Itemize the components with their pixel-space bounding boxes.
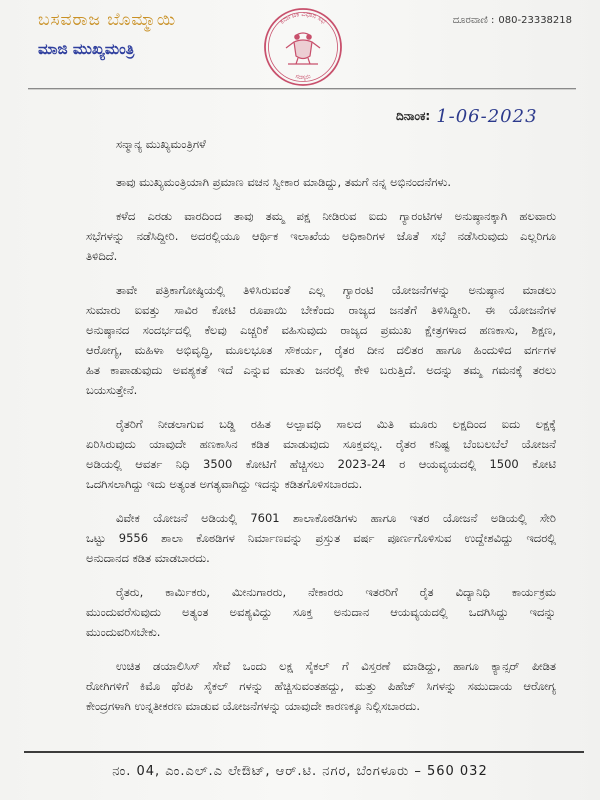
body-line: ಮುಂದುವರೆಸುವುದು ಅತ್ಯಂತ ಅವಶ್ಯವಿದ್ದು ಸೂಕ್ತ ಅನುದಾನ ಆಯವ್ಯಯದಲ್ಲಿ ಒದಗಿಸಿದ್ದು ಇದನ್ನು bbox=[86, 605, 556, 619]
body-line: ಕಳೆದ ಎರಡು ವಾರದಿಂದ ತಾವು ತಮ್ಮ ಪಕ್ಷ ನೀಡಿರುವ ಐದು ಗ್ಯಾರಂಟಿಗಳ ಅನುಷ್ಠಾನಕ್ಕಾಗಿ ಹಲವಾರು bbox=[116, 209, 556, 223]
salutation: ಸನ್ಮಾನ್ಯ ಮುಖ್ಯಮಂತ್ರಿಗಳೆ bbox=[116, 137, 206, 151]
body-line: ವಿವೇಕ ಯೋಜನೆ ಅಡಿಯಲ್ಲಿ 7601 ಶಾಲಾಕೊಠಡಿಗಳು ಹಾಗೂ ಇತರ ಯೋಜನೆ ಅಡಿಯಲ್ಲಿ ಸೇರಿ bbox=[116, 511, 556, 525]
body-line: ಒಟ್ಟು 9556 ಶಾಲಾ ಕೊಠಡಿಗಳ ನಿರ್ಮಾಣವನ್ನು ಪ್ರಸ್ತುತ ವರ್ಷ ಪೂರ್ಣಗೊಳಿಸುವ ಉದ್ದೇಶವಿದ್ದು ಇದರಲ್ಲಿ bbox=[86, 531, 556, 545]
body-line: ತಾವು ಮುಖ್ಯಮಂತ್ರಿಯಾಗಿ ಪ್ರಮಾಣ ವಚನ ಸ್ವೀಕಾರ ಮಾಡಿದ್ದು, ತಮಗೆ ನನ್ನ ಅಭಿನಂದನೆಗಳು. bbox=[116, 175, 451, 189]
body-line: ಅನುಷ್ಠಾನದ ಸಂದರ್ಭದಲ್ಲಿ ಕೆಲವು ಎಚ್ಚರಿಕೆ ವಹಿಸುವುದು ರಾಜ್ಯದ ಪ್ರಮುಖ ಕ್ಷೇತ್ರಗಳಾದ ಹಣಕಾಸು, ಶಿಕ್ಷಣ, bbox=[86, 323, 556, 337]
phone-number: 080-23338218 bbox=[498, 15, 572, 26]
phone-label: ದೂರವಾಣಿ : bbox=[452, 15, 495, 26]
body-line: ಸಭೆಗಳನ್ನು ನಡೆಸಿದ್ದೀರಿ. ಅದರಲ್ಲಿಯೂ ಆರ್ಥಿಕ ಇಲಾಖೆಯ ಅಧಿಕಾರಿಗಳ ಜೊತೆ ಸಭೆ ನಡೆಸಿರುವುದು ಎಲ್ಲರಿಗೂ bbox=[86, 229, 556, 243]
body-paragraph bbox=[86, 508, 556, 568]
body-line: ಅಡಿಯಲ್ಲಿ ಆವರ್ತ ನಿಧಿ 3500 ಕೋಟಿಗೆ ಹೆಚ್ಚಿಸಲು 2023-24 ರ ಆಯವ್ಯಯದಲ್ಲಿ 1500 ಕೋಟಿ bbox=[86, 457, 556, 471]
body-line: ರೋಗಿಗಳಿಗೆ ಕಿಮೊ ಥೆರಪಿ ಸೈಕಲ್ ಗಳನ್ನು ಹೆಚ್ಚಿಸುವಂತಹದ್ದು, ಮತ್ತು ಪಿಹೆಚ್ ಸಿಗಳನ್ನು ಸಮುದಾಯ ಆರೋಗ್ಯ bbox=[86, 679, 556, 693]
body-line: ಸುಮಾರು ಐವತ್ತು ಸಾವಿರ ಕೋಟಿ ರೂಪಾಯಿ ಬೇಕೆಂದು ರಾಜ್ಯದ ಜನತೆಗೆ ತಿಳಿಸಿದ್ದೀರಿ. ಈ ಯೋಜನೆಗಳ bbox=[86, 303, 556, 317]
handwritten-date: 1-06-2023 bbox=[436, 106, 538, 127]
body-paragraph bbox=[86, 414, 556, 494]
letter-body bbox=[86, 134, 556, 716]
body-paragraph bbox=[86, 656, 556, 716]
seal-graphic bbox=[262, 6, 344, 88]
body-line: ಅನುದಾನದ ಕಡಿತ ಮಾಡಬಾರದು. bbox=[86, 551, 210, 565]
body-line: ಹಿತ ಕಾಪಾಡುವುದು ಅವಶ್ಯಕತೆ ಇದೆ ಎನ್ನುವ ಮಾತು ಜನರಲ್ಲಿ ಕೇಳಿ ಬರುತ್ತಿದೆ. ಅದನ್ನು ತಮ್ಮ ಗಮನಕ್ಕೆ ತರಲು bbox=[86, 363, 556, 377]
body-line: ಮುಂದುವರಿಸಬೇಕು. bbox=[86, 625, 161, 639]
body-line: ಏರಿಸಿರುವುದು ಯಾವುದೇ ಹಣಕಾಸಿನ ಕಡಿತ ಮಾಡುವುದು ಸೂಕ್ತವಲ್ಲ. ರೈತರ ಕನಿಷ್ಟ ಬೆಂಬಲಬೆಲೆ ಯೋಜನೆ bbox=[86, 437, 556, 451]
date-label: ದಿನಾಂಕ: bbox=[396, 109, 431, 123]
body-paragraph bbox=[86, 172, 556, 192]
body-line: ಆರೋಗ್ಯ, ಮಹಿಳಾ ಅಭಿವೃದ್ಧಿ, ಮೂಲಭೂತ ಸೌಕರ್ಯ, ರೈತರ ದೀನ ದಲಿತರ ಹಾಗೂ ಹಿಂದುಳಿದ ವರ್ಗಗಳ bbox=[86, 343, 556, 357]
body-paragraph bbox=[86, 206, 556, 266]
svg-text:ಸದಸ್ಯರು bbox=[295, 73, 312, 82]
letterhead-designation: ಮಾಜಿ ಮುಖ್ಯಮಂತ್ರಿ bbox=[38, 40, 135, 58]
body-line: ತಾವೇ ಪತ್ರಿಕಾಗೋಷ್ಠಿಯಲ್ಲಿ ತಿಳಿಸಿರುವಂತೆ ಎಲ್ಲ ಗ್ಯಾರಂಟಿ ಯೋಜನೆಗಳನ್ನು ಅನುಷ್ಠಾನ ಮಾಡಲು bbox=[116, 283, 556, 297]
date-row bbox=[396, 106, 576, 127]
footer-divider bbox=[24, 751, 584, 753]
body-line: ತಿಳಿದಿದೆ. bbox=[86, 249, 118, 263]
body-line: ಒದಗಿಸಲಾಗಿದ್ದು ಇದು ಅತ್ಯಂತ ಅಗತ್ಯವಾಗಿದ್ದು ಇದನ್ನು ಕಡಿತಗೊಳಿಸಬಾರದು. bbox=[86, 477, 363, 491]
body-line: ಕೇಂದ್ರಗಳಾಗಿ ಉನ್ನತೀಕರಣ ಮಾಡುವ ಯೋಜನೆಗಳನ್ನು ಯಾವುದೇ ಕಾರಣಕ್ಕೂ ನಿಲ್ಲಿಸಬಾರದು. bbox=[86, 699, 420, 713]
state-emblem-icon bbox=[262, 6, 344, 88]
body-line: ರೈತರು, ಕಾರ್ಮಿಕರು, ಮೀನುಗಾರರು, ನೇಕಾರರು ಇತರರಿಗೆ ರೈತ ವಿದ್ಯಾನಿಧಿ ಕಾರ್ಯಕ್ರಮ bbox=[116, 585, 556, 599]
body-line: ಉಚಿತ ಡಯಾಲಿಸಿಸ್ ಸೇವೆ ಒಂದು ಲಕ್ಷ ಸೈಕಲ್ ಗೆ ವಿಸ್ತರಣೆ ಮಾಡಿದ್ದು, ಹಾಗೂ ಕ್ಯಾನ್ಸರ್ ಪೀಡಿತ bbox=[116, 659, 556, 673]
header-divider bbox=[28, 88, 576, 89]
footer-address: ನಂ. 04, ಎಂ.ಎಲ್.ಎ ಲೇಔಟ್, ಆರ್.ಟಿ. ನಗರ, ಬೆಂಗಳೂರು – 560 032 bbox=[112, 764, 488, 779]
seal-top-text: ಕರ್ನಾಟಕ ವಿಧಾನ ಸಭೆ bbox=[278, 9, 328, 26]
body-line: ಬಯಸುತ್ತೇನೆ. bbox=[86, 383, 138, 397]
seal-bottom-text: ಸದಸ್ಯರು bbox=[294, 72, 312, 82]
body-line: ರೈತರಿಗೆ ನೀಡಲಾಗುವ ಬಡ್ಡಿ ರಹಿತ ಅಲ್ಪಾವಧಿ ಸಾಲದ ಮಿತಿ ಮೂರು ಲಕ್ಷದಿಂದ ಐದು ಲಕ್ಷಕ್ಕೆ bbox=[116, 417, 556, 431]
emblem-figure bbox=[286, 33, 320, 64]
body-paragraph bbox=[86, 280, 556, 400]
phone-contact bbox=[453, 15, 572, 26]
body-paragraph bbox=[86, 582, 556, 642]
letterhead-name: ಬಸವರಾಜ ಬೊಮ್ಮಾಯಿ bbox=[38, 10, 177, 30]
